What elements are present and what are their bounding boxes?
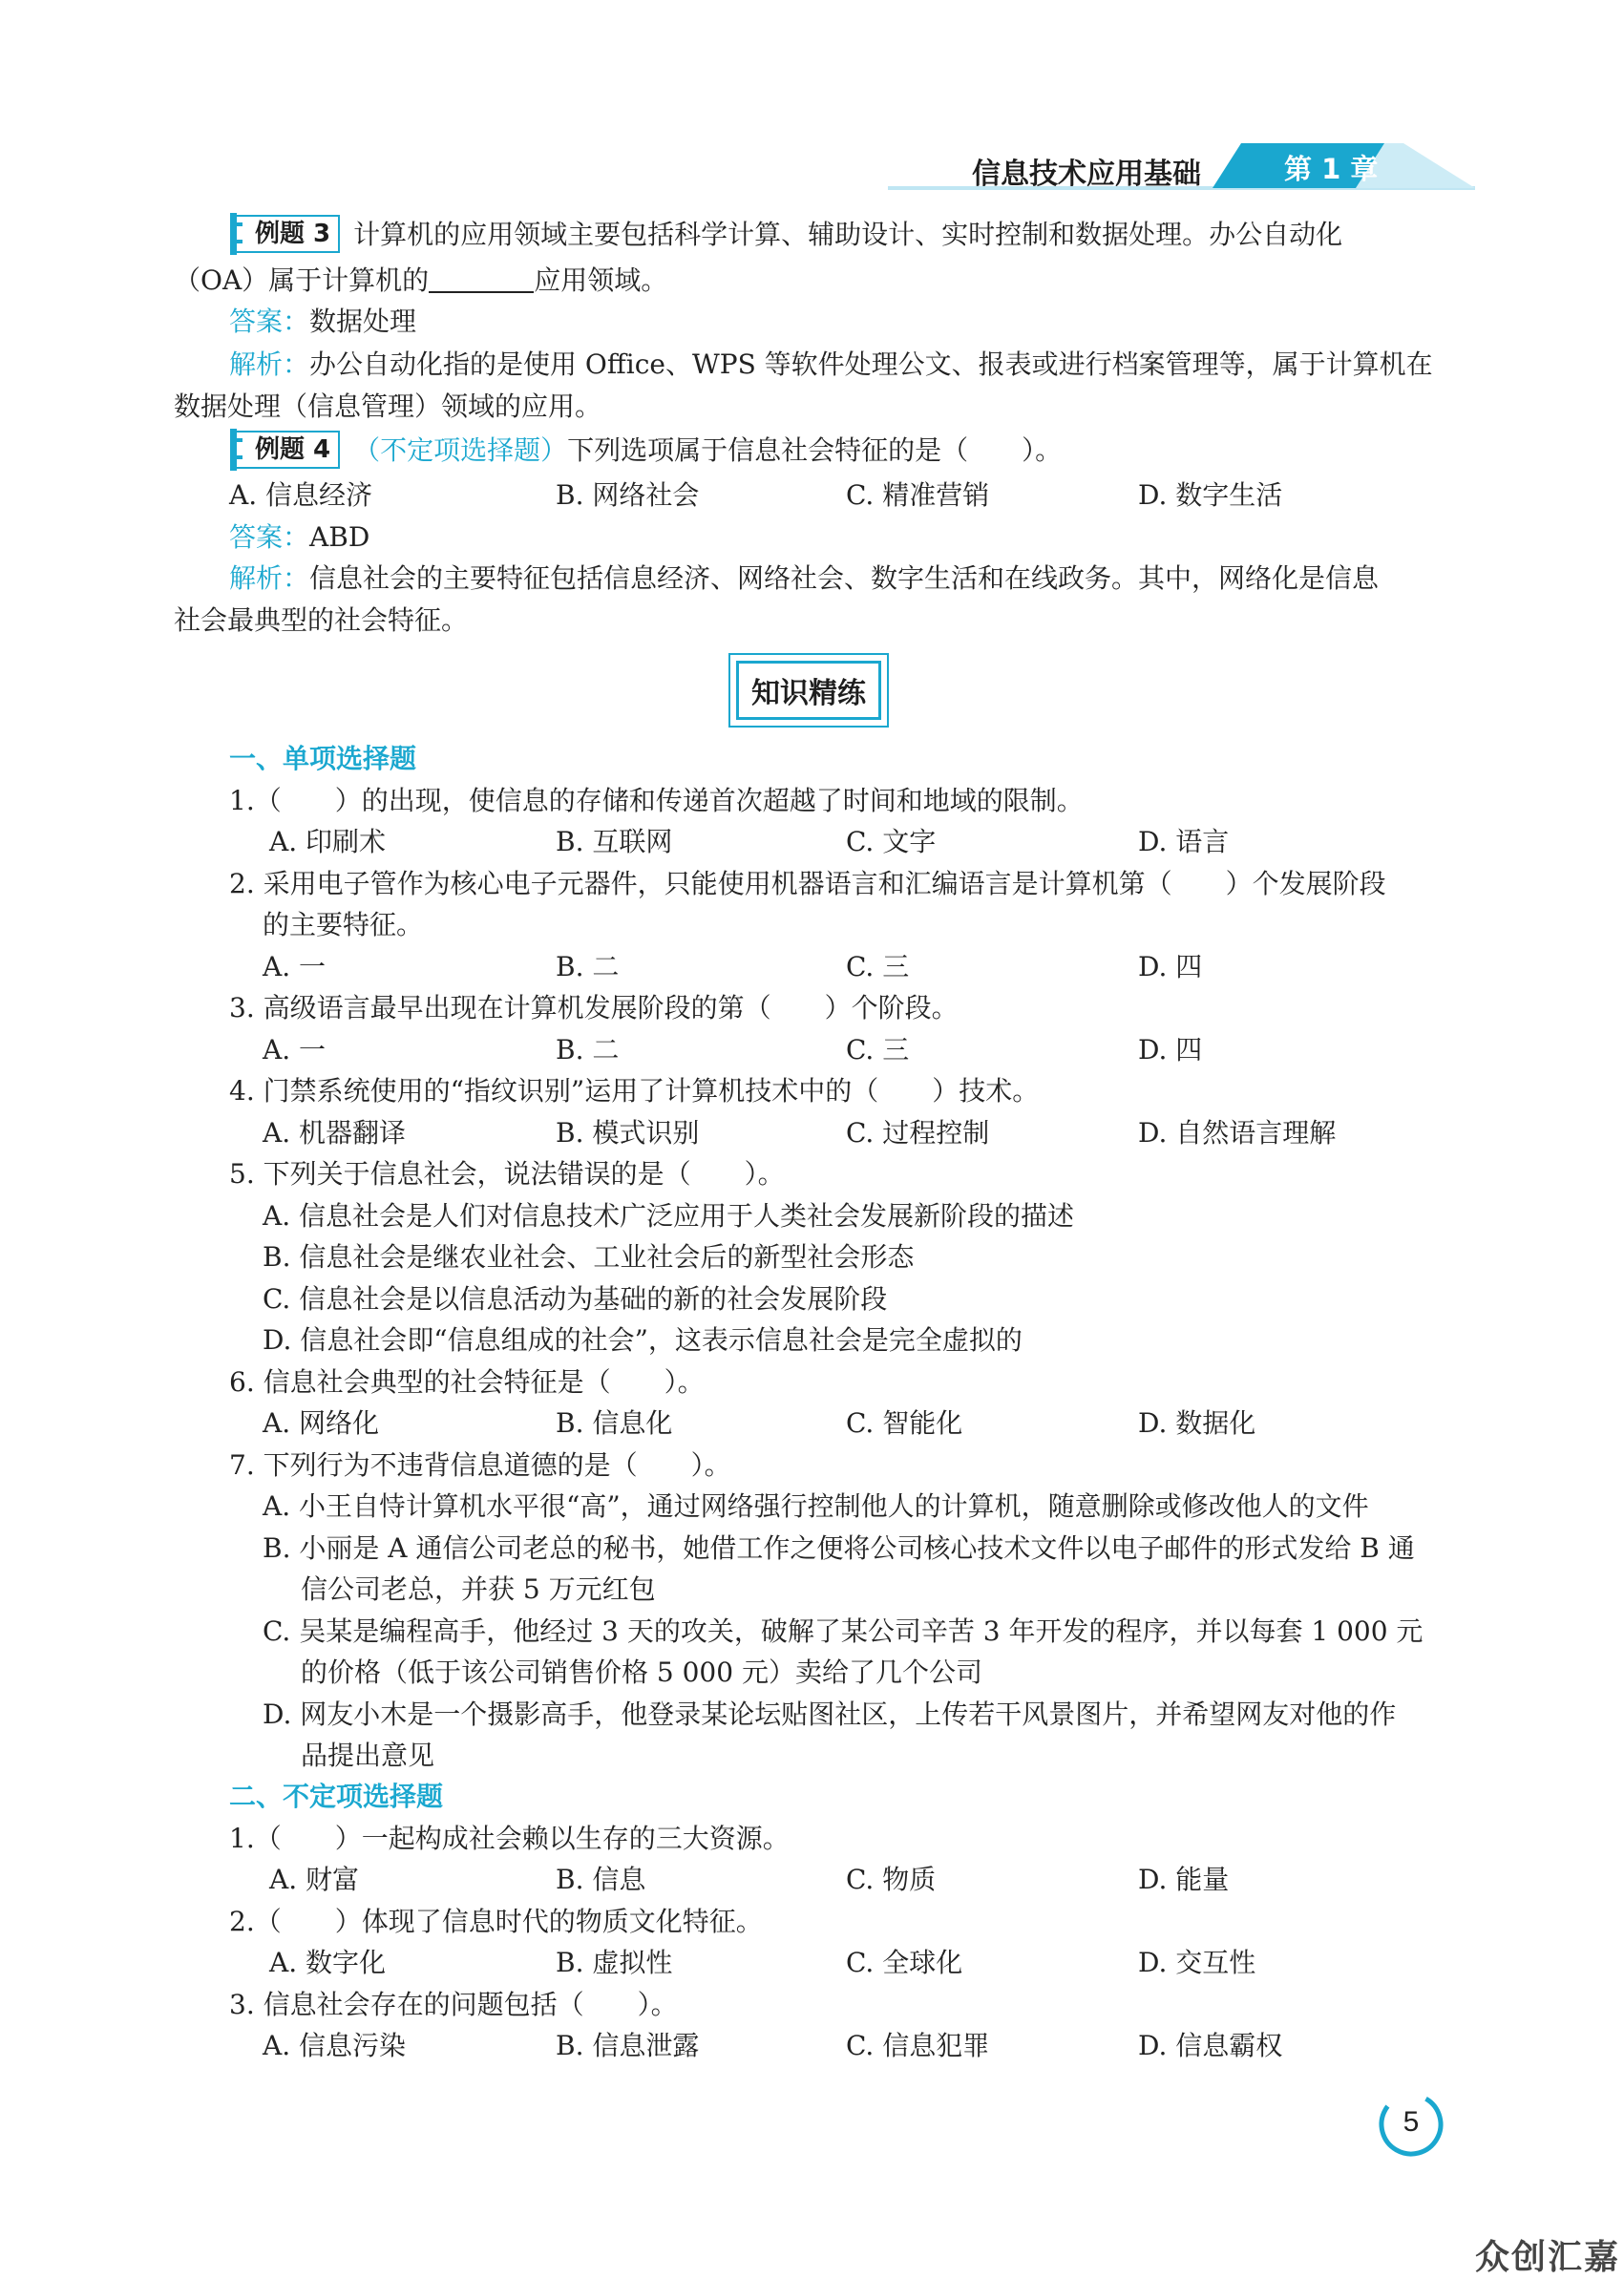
option-a: A. 网络化: [263, 1407, 380, 1439]
section-title: 二、不定项选择题: [229, 1781, 444, 1812]
option-a: A. 小王自恃计算机水平很“高”，通过网络强行控制他人的计算机，随意删除或修改他人的文件: [263, 1490, 1369, 1522]
option-c: C. 信息犯罪: [846, 2030, 990, 2061]
example-question: 计算机的应用领域主要包括科学计算、辅助设计、实时控制和数据处理。办公自动化: [353, 219, 1343, 250]
analysis-text: 信息社会的主要特征包括信息经济、网络社会、数字生活和在线政务。其中，网络化是信息: [309, 562, 1380, 594]
answer-text: ABD: [309, 521, 370, 553]
option-b: B. 小丽是 A 通信公司老总的秘书，她借工作之便将公司核心技术文件以电子邮件的形式发给 B 通: [263, 1532, 1415, 1564]
option-b: B. 虚拟性: [556, 1947, 673, 1978]
option-a: A. 机器翻译: [263, 1117, 407, 1149]
option-c: C. 信息社会是以信息活动为基础的新的社会发展阶段: [263, 1283, 888, 1315]
question-5: 5. 下列关于信息社会，说法错误的是（ ）。: [229, 1158, 785, 1190]
analysis-text-cont: 数据处理（信息管理）领域的应用。: [174, 390, 602, 422]
page-number: 5: [1403, 2106, 1420, 2138]
question-2-cont: 的主要特征。: [263, 909, 424, 940]
option-b: B. 二: [556, 951, 620, 982]
option-c: C. 物质: [846, 1864, 937, 1895]
question-6: 6. 信息社会典型的社会特征是（ ）。: [229, 1366, 705, 1398]
option-c: C. 智能化: [846, 1407, 963, 1439]
option-b: B. 互联网: [556, 826, 673, 857]
watermark: 众创汇嘉: [1475, 2238, 1621, 2277]
analysis-label: 解析：: [229, 562, 310, 594]
question-type: （不定项选择题）: [353, 434, 568, 466]
option-d: D. 自然语言理解: [1138, 1117, 1337, 1149]
question-2: 2.（ ）体现了信息时代的物质文化特征。: [229, 1906, 763, 1937]
option-c: C. 三: [846, 1034, 910, 1066]
option-b: B. 信息泄露: [556, 2030, 700, 2061]
answer-label: 答案：: [229, 521, 310, 553]
option-b: B. 信息: [556, 1864, 646, 1895]
option-c: C. 吴某是编程高手，他经过 3 天的攻关，破解了某公司辛苦 3 年开发的程序，并以每套 1 000 元: [263, 1615, 1424, 1647]
option-c: C. 全球化: [846, 1947, 963, 1978]
question-2: 2. 采用电子管作为核心电子元器件，只能使用机器语言和汇编语言是计算机第（ ）个发展阶段: [229, 868, 1386, 899]
option-d: D. 信息霸权: [1138, 2030, 1283, 2061]
answer-blank: [429, 263, 534, 293]
example-question: 下列选项属于信息社会特征的是（ ）。: [567, 434, 1063, 466]
book-title: 信息技术应用基础: [972, 158, 1201, 191]
option-a: A. 印刷术: [269, 826, 387, 857]
question-3: 3. 高级语言最早出现在计算机发展阶段的第（ ）个阶段。: [229, 992, 959, 1023]
question-1: 1.（ ）一起构成社会赖以生存的三大资源。: [229, 1823, 790, 1854]
option-b: B. 模式识别: [556, 1117, 700, 1149]
tag-marker-icon: [230, 429, 237, 471]
analysis-text-cont: 社会最典型的社会特征。: [174, 604, 469, 636]
option-d: D. 四: [1138, 951, 1203, 982]
option-d: D. 能量: [1138, 1864, 1230, 1895]
option-d: D. 数字生活: [1138, 479, 1283, 511]
example-tag: 例题 3: [232, 215, 340, 253]
analysis-text: 办公自动化指的是使用 Office、WPS 等软件处理公文、报表或进行档案管理等，属于计算机在: [309, 348, 1433, 380]
example-tag: 例题 4: [232, 431, 340, 469]
tag-marker-icon: [230, 213, 237, 255]
answer-label: 答案：: [229, 306, 310, 337]
option-a: A. 一: [263, 1034, 327, 1066]
option-b: B. 信息化: [556, 1407, 673, 1439]
question-4: 4. 门禁系统使用的“指纹识别”运用了计算机技术中的（ ）技术。: [229, 1075, 1040, 1107]
example-question-cont: （OA）属于计算机的: [174, 264, 430, 296]
option-d: D. 数据化: [1138, 1407, 1256, 1439]
question-3: 3. 信息社会存在的问题包括（ ）。: [229, 1989, 678, 2020]
practice-title-box: [728, 653, 889, 728]
option-a: A. 信息经济: [229, 479, 373, 511]
option-b: B. 网络社会: [556, 479, 700, 511]
option-d: D. 四: [1138, 1034, 1203, 1066]
option-c: C. 过程控制: [846, 1117, 990, 1149]
option-d: D. 网友小木是一个摄影高手，他登录某论坛贴图社区，上传若干风景图片，并希望网友对他的作: [263, 1699, 1397, 1730]
option-d: D. 交互性: [1138, 1947, 1256, 1978]
option-d-cont: 品提出意见: [301, 1740, 435, 1771]
option-d: D. 信息社会即“信息组成的社会”，这表示信息社会是完全虚拟的: [263, 1324, 1023, 1356]
option-a: A. 数字化: [269, 1947, 387, 1978]
analysis-label: 解析：: [229, 348, 310, 380]
option-a: A. 信息社会是人们对信息技术广泛应用于人类社会发展新阶段的描述: [263, 1200, 1075, 1232]
practice-title: 知识精练: [736, 661, 881, 720]
option-b: B. 二: [556, 1034, 620, 1066]
option-b: B. 信息社会是继农业社会、工业社会后的新型社会形态: [263, 1241, 915, 1273]
option-a: A. 一: [263, 951, 327, 982]
question-7: 7. 下列行为不违背信息道德的是（ ）。: [229, 1449, 731, 1481]
option-d: D. 语言: [1138, 826, 1230, 857]
header-decoration: [0, 0, 1624, 210]
chapter-label: 第 1 章: [1284, 153, 1379, 185]
option-a: A. 信息污染: [263, 2030, 407, 2061]
section-title: 一、单项选择题: [229, 743, 417, 774]
option-a: A. 财富: [269, 1864, 360, 1895]
answer-text: 数据处理: [309, 306, 417, 337]
option-c-cont: 的价格（低于该公司销售价格 5 000 元）卖给了几个公司: [301, 1656, 982, 1688]
option-c: C. 精准营销: [846, 479, 990, 511]
option-b-cont: 信公司老总，并获 5 万元红包: [301, 1573, 656, 1605]
question-1: 1.（ ）的出现，使信息的存储和传递首次超越了时间和地域的限制。: [229, 785, 1084, 816]
option-c: C. 三: [846, 951, 910, 982]
option-c: C. 文字: [846, 826, 937, 857]
